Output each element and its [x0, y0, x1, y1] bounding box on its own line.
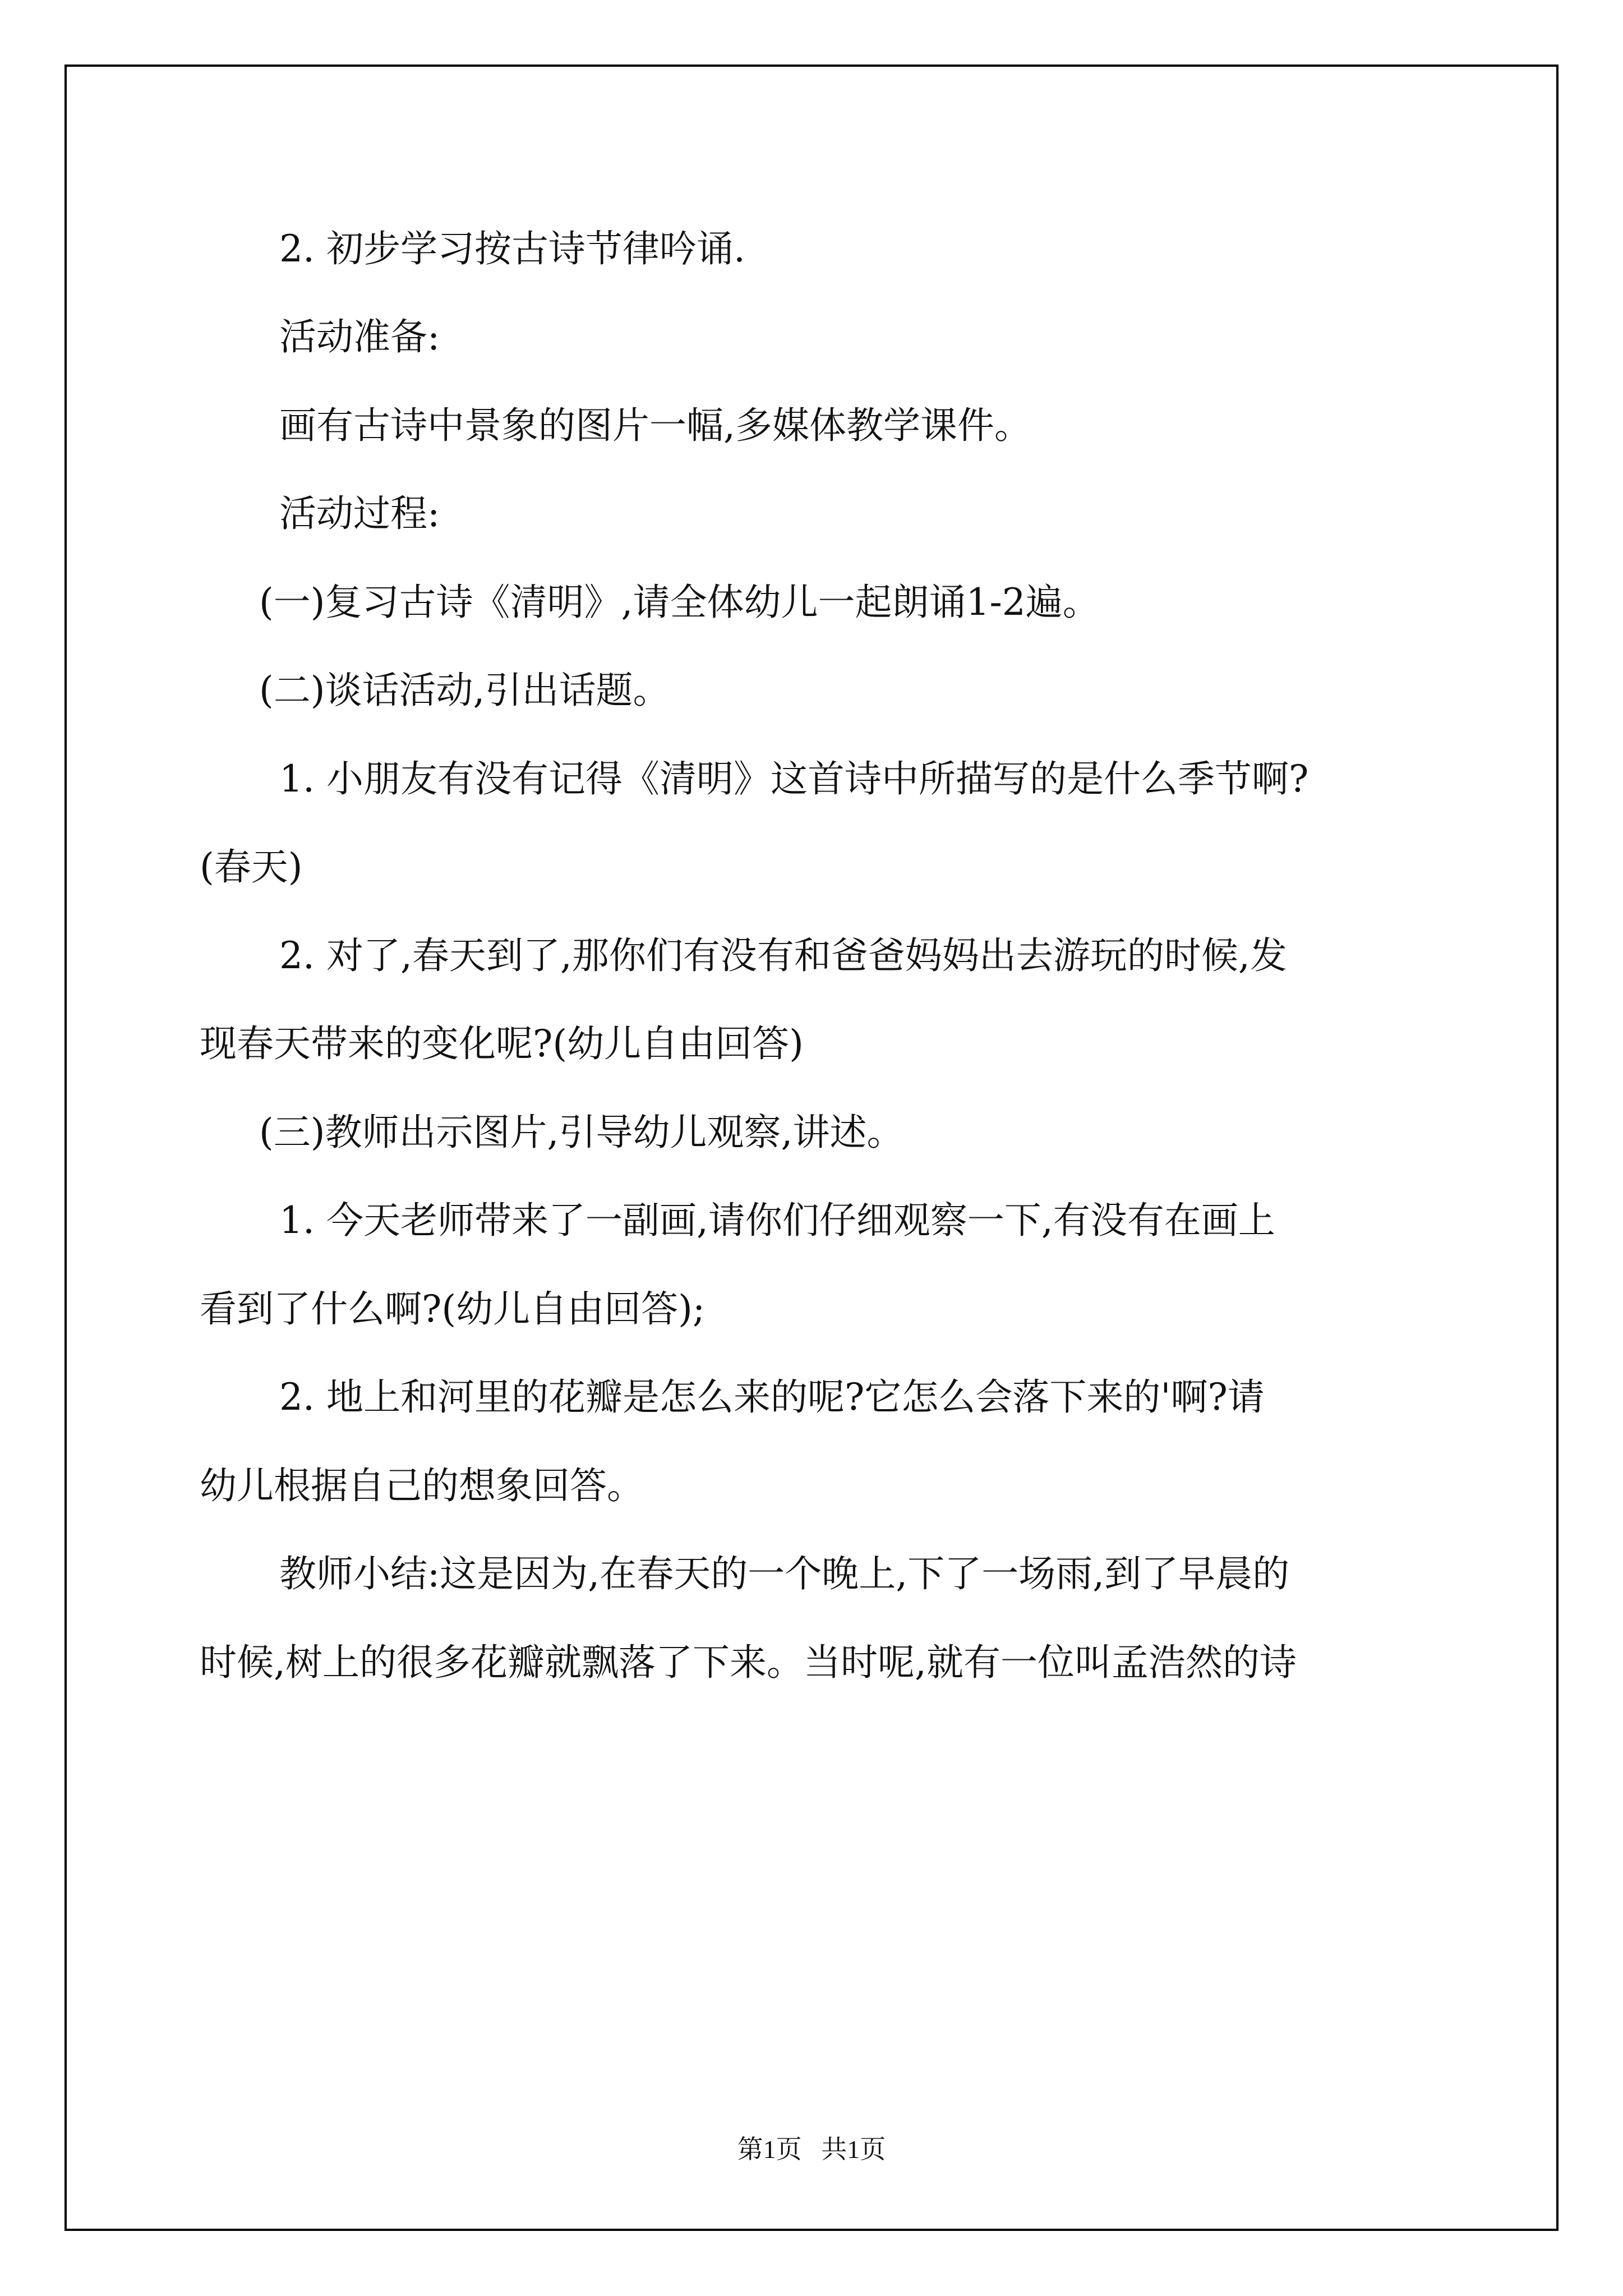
line-1: 2. 初步学习按古诗节律吟诵.	[279, 227, 745, 270]
line-2: 活动准备:	[279, 315, 440, 358]
line-3: 画有古诗中景象的图片一幅,多媒体教学课件。	[279, 404, 1031, 447]
line-11: (三)教师出示图片,引导幼儿观察,讲述。	[259, 1111, 904, 1154]
line-7: 1. 小朋友有没有记得《清明》这首诗中所描写的是什么季节啊?	[279, 757, 1309, 800]
line-13: 看到了什么啊?(幼儿自由回答);	[200, 1287, 706, 1331]
line-12: 1. 今天老师带来了一副画,请你们仔细观察一下,有没有在画上	[279, 1199, 1275, 1242]
line-10: 现春天带来的变化呢?(幼儿自由回答)	[200, 1022, 804, 1065]
line-8: (春天)	[200, 845, 303, 889]
line-4: 活动过程:	[279, 492, 440, 535]
line-9: 2. 对了,春天到了,那你们有没有和爸爸妈妈出去游玩的时候,发	[279, 934, 1287, 977]
line-16: 教师小结:这是因为,在春天的一个晚上,下了一场雨,到了早晨的	[279, 1552, 1290, 1595]
line-15: 幼儿根据自己的想象回答。	[200, 1464, 644, 1507]
line-14: 2. 地上和河里的花瓣是怎么来的呢?它怎么会落下来的'啊?请	[279, 1375, 1265, 1419]
page-footer: 第1页 共1页	[737, 2135, 886, 2164]
line-17: 时候,树上的很多花瓣就飘落了下来。当时呢,就有一位叫孟浩然的诗	[200, 1641, 1297, 1684]
line-6: (二)谈话活动,引出话题。	[259, 669, 670, 712]
line-5: (一)复习古诗《清明》,请全体幼儿一起朗诵1-2遍。	[259, 581, 1100, 624]
